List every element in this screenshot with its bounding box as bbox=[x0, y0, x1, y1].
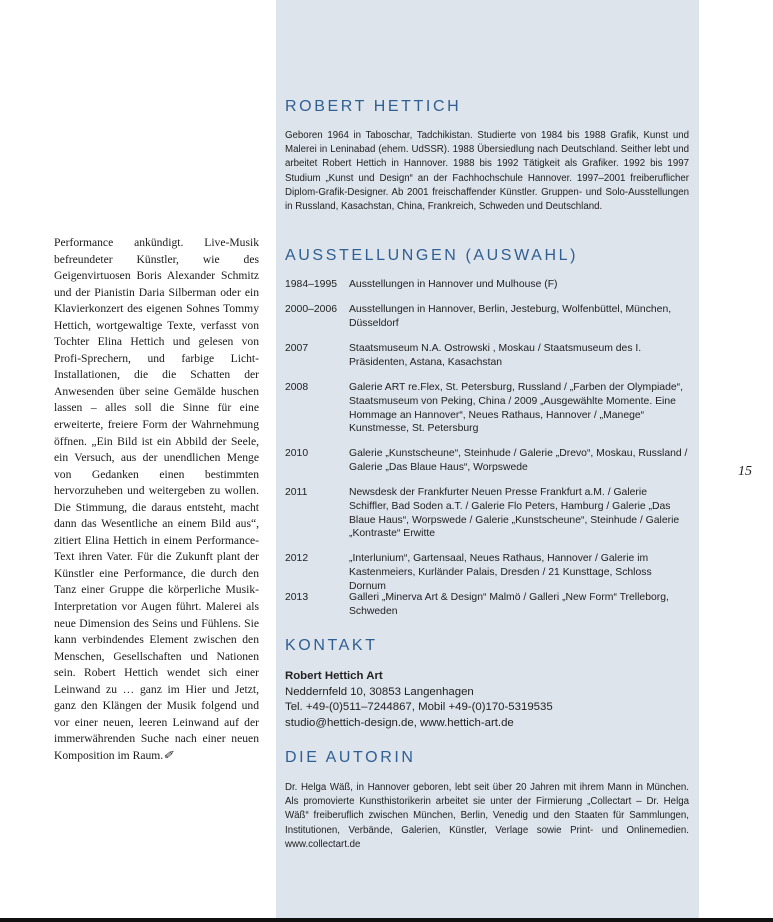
exhibition-row bbox=[285, 447, 689, 475]
exhibition-row bbox=[285, 486, 689, 541]
contact-name: Robert Hettich Art bbox=[285, 670, 383, 682]
contact-heading: KONTAKT bbox=[285, 637, 378, 654]
left-column-text: Performance ankündigt. Live-Musik befreundeter Künstler, wie des Geigenvirtuosen Boris Alexander Schmitz und der Pianistin Daria Silberman oder ein Klavierkonzert des eigenen Sohnes Tommy Hettich, wortgewaltige Texte, verfasst von Tochter Elina Hettich und gelesen von Profi-Sprechern, und farbige Licht-Installationen, die die Schatten der Anwesenden über seine Gemälde huschen lassen – alles soll die Sinne für eine erweiterte, freiere Form der Wahrnehmung öffnen. „Ein Bild ist ein Abbild der Seele, ein Versuch, aus der unendlichen Menge von Gedanken einen bestimmten hervorzuheben und weitergeben zu wollen. Die Stimmung, die daraus entsteht, macht dann das Wesentliche an einem Bild aus“, zitiert Elina Hettich in einem Performance-Text ihren Vater. Für die Zukunft plant der Künstler eine Performance, die durch den Tanz einer Gruppe die körperliche Musik-Interpretation vor Augen führt. Malerei als neue Dimension des Seins und Fühlens. Sie kann verbindendes Element zwischen den Menschen, Gesellschaften und Nationen sein. Robert Hettich wendet sich einer Leinwand zu … ganz im Hier und Jetzt, ganz den Klängen der Musik folgend und vor einer neuen, leeren Leinwand auf der immerwährenden Suche nach einer neuen Komposition im Raum. bbox=[54, 236, 259, 762]
left-column-article bbox=[54, 235, 259, 765]
exhibition-text: Staatsmuseum N.A. Ostrowski , Moskau / Staatsmuseum des I. Präsidenten, Astana, Kasachstan bbox=[349, 343, 642, 368]
bottom-divider bbox=[0, 918, 773, 922]
author-text: Dr. Helga Wäß, in Hannover geboren, lebt seit über 20 Jahren mit ihrem Mann in München. Als promovierte Kunsthistorikerin arbeitet sie unter der Firmierung „Collectart – Dr. Helga Wäß“ freiberuflich zwischen München, Berlin, Venedig und den Staaten für Sammlungen, Institutionen, Verbände, Galerien, Künstler, Verlage sowie Print- und Onlinemedien. www.collectart.de bbox=[285, 782, 689, 850]
author-section bbox=[285, 749, 689, 767]
info-sidebar bbox=[276, 0, 699, 922]
exhibition-text: Galerie ART re.Flex, St. Petersburg, Russland / „Farben der Olympiade“, Staatsmuseum von Peking, China / 2009 „Ausgewählte Momente. Eine Hommage an Hannover“, Neues Rathaus, Hannover / „Manege“ Kunstmesse, St. Petersburg bbox=[349, 382, 683, 435]
exhibition-text: Ausstellungen in Hannover, Berlin, Jesteburg, Wolfenbüttel, München, Düsseldorf bbox=[349, 304, 672, 329]
contact-phone: Tel. +49-(0)511–7244867, Mobil +49-(0)170-5319535 bbox=[285, 701, 553, 714]
exhibition-year: 2000–2006 bbox=[285, 304, 338, 315]
end-mark-pen-icon: ✐ bbox=[163, 748, 173, 762]
exhibition-row bbox=[285, 303, 689, 331]
exhibition-text: Galerie „Kunstscheune“, Steinhude / Galerie „Drevo“, Moskau, Russland / Galerie „Das Blaue Haus“, Worpswede bbox=[349, 448, 688, 473]
bio-body bbox=[285, 129, 689, 214]
bio-section bbox=[285, 98, 689, 116]
exhibition-row bbox=[285, 381, 689, 436]
exhibition-row bbox=[285, 342, 689, 370]
author-heading: DIE AUTORIN bbox=[285, 749, 416, 766]
exhibition-row bbox=[285, 278, 689, 292]
bio-heading: ROBERT HETTICH bbox=[285, 98, 462, 115]
page-number: 15 bbox=[738, 464, 752, 479]
contact-web[interactable]: studio@hettich-design.de, www.hettich-art.de bbox=[285, 716, 514, 729]
exhibition-row bbox=[285, 552, 689, 593]
exhibition-year: 2011 bbox=[285, 487, 308, 498]
exhibition-year: 2007 bbox=[285, 343, 309, 354]
exhibition-text: Newsdesk der Frankfurter Neuen Presse Frankfurt a.M. / Galerie Schiffler, Bad Soden a.T. / Galerie Flo Peters, Hamburg / Galerie „Das Blaue Haus“, Worpswede / Galerie „Kunstscheune“, Steinhude / Galerie „Kontraste“ Erwitte bbox=[349, 487, 680, 540]
contact-details bbox=[285, 669, 689, 731]
exhibition-text: Ausstellungen in Hannover und Mulhouse (F) bbox=[349, 279, 558, 290]
exhibition-text: „Interlunium“, Gartensaal, Neues Rathaus, Hannover / Galerie im Kastenmeiers, Kurländer Palais, Dresden / 21 Kunsttage, Schloss Dornum bbox=[349, 553, 652, 592]
exhibitions-section bbox=[285, 247, 689, 265]
exhibition-row bbox=[285, 591, 689, 619]
author-body bbox=[285, 781, 689, 852]
contact-address: Neddernfeld 10, 30853 Langenhagen bbox=[285, 685, 474, 698]
exhibition-year: 2008 bbox=[285, 382, 309, 393]
exhibitions-heading: AUSSTELLUNGEN (AUSWAHL) bbox=[285, 247, 579, 264]
exhibition-year: 2013 bbox=[285, 592, 309, 603]
exhibition-year: 1984–1995 bbox=[285, 279, 338, 290]
contact-section bbox=[285, 637, 689, 655]
exhibition-year: 2010 bbox=[285, 448, 309, 459]
exhibition-text: Galleri „Minerva Art & Design“ Malmö / Galleri „New Form“ Trelleborg, Schweden bbox=[349, 592, 669, 617]
bio-text: Geboren 1964 in Taboschar, Tadchikistan. Studierte von 1984 bis 1988 Grafik, Kunst und Malerei in Leninabad (ehem. UdSSR). 1988 Übersiedlung nach Deutschland. Seither lebt und arbeitet Robert Hettich in Hannover. 1988 bis 1992 Tätigkeit als Grafiker. 1992 bis 1997 Studium „Kunst und Design“ an der Fachhochschule Hannover. 1997–2001 freiberuflicher Diplom-Grafik-Designer. Ab 2001 freischaffender Künstler. Gruppen- und Solo-Ausstellungen in Russland, Kasachstan, China, Frankreich, Schweden und Deutschland. bbox=[285, 130, 689, 213]
exhibition-year: 2012 bbox=[285, 553, 309, 564]
